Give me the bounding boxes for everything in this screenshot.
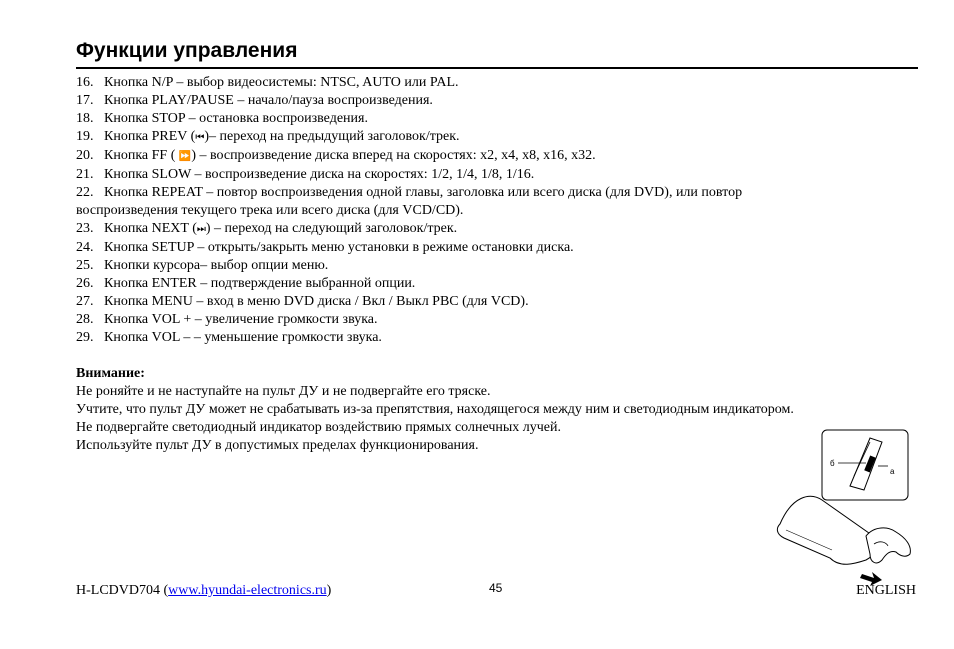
item-text: Кнопка PREV ( — [104, 129, 196, 144]
language-label: ENGLISH — [856, 583, 916, 598]
item-text: Кнопка ENTER – подтверждение выбранной опции. — [104, 276, 416, 291]
paren-close: ) — [326, 583, 332, 598]
label-a: а — [890, 467, 895, 476]
list-item — [76, 147, 926, 166]
list-item — [76, 74, 926, 92]
list-item — [76, 329, 926, 347]
warning-line-1: Не роняйте и не наступайте на пульт ДУ и не подвергайте его тряске. — [76, 384, 491, 399]
list-item — [76, 220, 926, 239]
model-name: H-LCDVD704 ( — [76, 583, 169, 598]
item-text: Кнопка VOL – – уменьшение громкости звука. — [104, 330, 382, 345]
warning-line-3: Не подвергайте светодиодный индикатор воздействию прямых солнечных лучей. — [76, 420, 562, 435]
item-text-tail: )– переход на предыдущий заголовок/трек. — [204, 129, 460, 144]
title-rule — [76, 67, 918, 69]
list-item — [76, 257, 926, 275]
function-list — [76, 74, 926, 455]
item-text: Кнопка REPEAT – повтор воспроизведения одной главы, заголовка или всего диска (для DVD), или повтор — [104, 185, 743, 200]
label-b: б — [830, 459, 835, 468]
item-continuation: воспроизведения текущего трека или всего диска (для VCD/CD). — [76, 203, 464, 218]
item-text: Кнопка PLAY/PAUSE – начало/пауза воспроизведения. — [104, 93, 433, 108]
item-number: 25. — [76, 258, 94, 273]
button-symbol-icon: ⏭ — [196, 224, 206, 235]
list-item — [76, 239, 926, 257]
button-symbol-icon: ⏩ — [178, 151, 192, 162]
remote-battery-illustration — [770, 428, 915, 588]
hand — [866, 528, 910, 563]
warning-line-2: Учтите, что пульт ДУ может не срабатывать из-за препятствия, находящегося между ним и светодиодным индикатором. — [76, 402, 794, 417]
item-text-tail: ) – воспроизведение диска вперед на скоростях: x2, x4, x8, x16, x32. — [191, 148, 596, 163]
item-number: 26. — [76, 276, 94, 291]
list-item — [76, 293, 926, 311]
item-text: Кнопка N/P – выбор видеосистемы: NTSC, AUTO или PAL. — [104, 75, 459, 90]
item-text: Кнопка SETUP – открыть/закрыть меню установки в режиме остановки диска. — [104, 240, 574, 255]
item-list — [76, 74, 926, 347]
item-text: Кнопка NEXT ( — [104, 221, 197, 236]
item-number: 21. — [76, 167, 94, 182]
item-text: Кнопка VOL + – увеличение громкости звука. — [104, 312, 378, 327]
item-text: Кнопка SLOW – воспроизведение диска на скоростях: 1/2, 1/4, 1/8, 1/16. — [104, 167, 535, 182]
website-link[interactable]: www.hyundai-electronics.ru — [168, 583, 327, 598]
button-symbol-icon: ⏮ — [195, 132, 205, 143]
item-number: 29. — [76, 330, 94, 345]
spacer — [76, 347, 926, 365]
item-number: 23. — [76, 221, 94, 236]
list-item — [76, 128, 926, 147]
item-number: 28. — [76, 312, 94, 327]
list-item — [76, 166, 926, 184]
item-text: Кнопка FF ( — [104, 148, 179, 163]
item-text: Кнопка MENU – вход в меню DVD диска / Вкл / Выкл PBC (для VCD). — [104, 294, 529, 309]
footer-model — [76, 583, 331, 599]
item-number: 20. — [76, 148, 94, 163]
item-number: 17. — [76, 93, 94, 108]
list-item — [76, 311, 926, 329]
item-text: Кнопки курсора– выбор опции меню. — [104, 258, 329, 273]
list-item — [76, 184, 926, 202]
page-title: Функции управления — [76, 39, 298, 62]
page-number: 45 — [489, 581, 503, 595]
item-text-tail: ) – переход на следующий заголовок/трек. — [205, 221, 458, 236]
warning-heading: Внимание: — [76, 366, 145, 381]
item-number: 18. — [76, 111, 94, 126]
item-text: Кнопка STOP – остановка воспроизведения. — [104, 111, 368, 126]
item-number: 24. — [76, 240, 94, 255]
item-number: 27. — [76, 294, 94, 309]
list-item — [76, 110, 926, 128]
warning-line-4: Используйте пульт ДУ в допустимых пределах функционирования. — [76, 438, 479, 453]
item-number: 22. — [76, 185, 94, 200]
item-number: 19. — [76, 129, 94, 144]
item-number: 16. — [76, 75, 94, 90]
list-item — [76, 275, 926, 293]
list-item — [76, 92, 926, 110]
remote-control — [777, 496, 878, 564]
